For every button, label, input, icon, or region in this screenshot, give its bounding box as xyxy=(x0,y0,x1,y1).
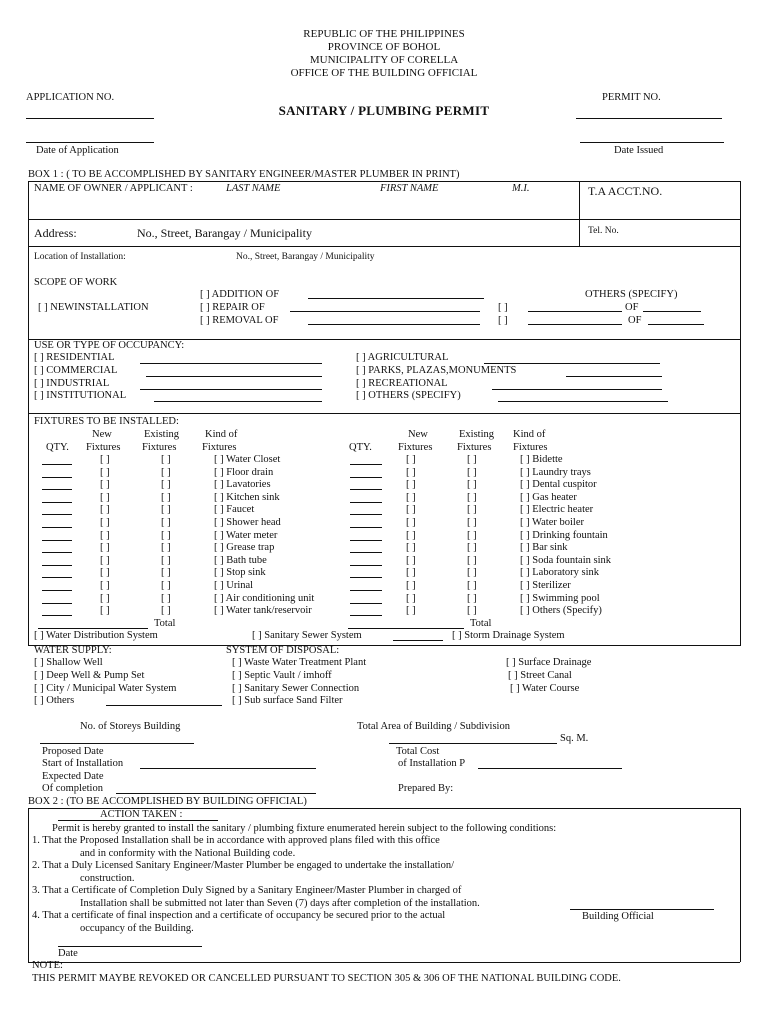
building-official-label: Building Official xyxy=(582,911,654,922)
fixture-qty-right[interactable] xyxy=(350,577,382,578)
fixture-qty-left[interactable] xyxy=(42,502,72,503)
recreational-field[interactable] xyxy=(492,389,662,390)
fixtures-col-fixtures-kind-left: Fixtures xyxy=(202,442,237,453)
sqm-label: Sq. M. xyxy=(560,733,589,744)
addition-field[interactable] xyxy=(308,298,484,299)
fixtures-col-fixtures-kind-right: Fixtures xyxy=(513,442,548,453)
fixtures-col-qty-right: QTY. xyxy=(349,442,372,453)
occupancy-industrial[interactable]: [ ] INDUSTRIAL xyxy=(34,378,110,389)
fixtures-col-fixtures-existing-left: Fixtures xyxy=(142,442,177,453)
fixture-qty-left[interactable] xyxy=(42,477,72,478)
fixture-kind-left[interactable]: [ ] Water meter xyxy=(214,530,278,541)
first-name-label: FIRST NAME xyxy=(380,183,439,194)
fixtures-col-existing-left: Existing xyxy=(144,429,180,440)
fixture-existing-left[interactable]: [ ] xyxy=(161,567,171,578)
institutional-field[interactable] xyxy=(154,401,322,402)
fixture-existing-right[interactable]: [ ] xyxy=(467,580,477,591)
fixture-qty-left[interactable] xyxy=(42,527,72,528)
fixtures-col-new-left: New xyxy=(92,429,112,440)
storeys-field[interactable] xyxy=(40,743,194,744)
disposal-treatment-plant[interactable]: [ ] Waste Water Treatment Plant xyxy=(232,657,367,668)
disposal-water-course[interactable]: [ ] Water Course xyxy=(510,683,580,694)
fixture-new-right[interactable]: [ ] xyxy=(406,555,416,566)
location-label: Location of Installation: xyxy=(34,252,126,262)
parks-field[interactable] xyxy=(566,376,662,377)
location-hint: No., Street, Barangay / Municipality xyxy=(236,252,375,262)
fixture-new-left[interactable]: [ ] xyxy=(100,567,110,578)
fixture-existing-right[interactable]: [ ] xyxy=(467,479,477,490)
fixture-qty-right[interactable] xyxy=(350,615,382,616)
fixtures-col-qty-left: QTY. xyxy=(46,442,69,453)
fixture-qty-right[interactable] xyxy=(350,502,382,503)
fixtures-col-fixtures-new-left: Fixtures xyxy=(86,442,121,453)
fixture-existing-right[interactable]: [ ] xyxy=(467,504,477,515)
fixtures-col-fixtures-existing-right: Fixtures xyxy=(457,442,492,453)
total-cost-label: Total Cost xyxy=(396,746,440,757)
fixture-kind-right[interactable]: [ ] Gas heater xyxy=(520,492,577,503)
sanitary-sewer-checkbox[interactable]: [ ] Sanitary Sewer System xyxy=(252,630,362,641)
fixture-new-left[interactable]: [ ] xyxy=(100,467,110,478)
application-no-field[interactable] xyxy=(26,118,154,119)
fixture-kind-left[interactable]: [ ] Shower head xyxy=(214,517,281,528)
addition-checkbox[interactable]: [ ] ADDITION OF xyxy=(200,289,280,300)
water-supply-others-field[interactable] xyxy=(106,705,222,706)
fixture-qty-right[interactable] xyxy=(350,590,382,591)
fixture-qty-left[interactable] xyxy=(42,590,72,591)
disposal-label: SYSTEM OF DISPOSAL: xyxy=(226,645,340,656)
removal-field[interactable] xyxy=(308,324,480,325)
fixture-new-right[interactable]: [ ] xyxy=(406,504,416,515)
application-no-label: APPLICATION NO. xyxy=(26,92,115,103)
date-of-application-label: Date of Application xyxy=(36,145,119,156)
fixture-kind-right[interactable]: [ ] Drinking fountain xyxy=(520,530,608,541)
fixture-existing-left[interactable]: [ ] xyxy=(161,530,171,541)
fixtures-label: FIXTURES TO BE INSTALLED: xyxy=(34,416,179,427)
fixture-kind-left[interactable]: [ ] Lavatories xyxy=(214,479,271,490)
header-province: PROVINCE OF BOHOL xyxy=(327,41,441,53)
fixture-new-left[interactable]: [ ] xyxy=(100,517,110,528)
others-checkbox-1[interactable]: [ ] xyxy=(498,302,508,313)
fixture-existing-left[interactable]: [ ] xyxy=(161,504,171,515)
proposed-date-label: Proposed Date xyxy=(42,746,104,757)
others-of-1: OF xyxy=(625,302,639,313)
fixture-kind-right[interactable]: [ ] Sterilizer xyxy=(520,580,571,591)
condition-3a: 3. That a Certificate of Completion Duly Signed by a Sanitary Engineer/Master Plumber in charged of xyxy=(32,885,462,896)
condition-1a: 1. That the Proposed Installation shall be in accordance with approved plans filed with this office xyxy=(32,835,440,846)
fixture-kind-right[interactable]: [ ] Bidette xyxy=(520,454,563,465)
fixture-qty-left[interactable] xyxy=(42,489,72,490)
fixture-qty-right[interactable] xyxy=(350,489,382,490)
fixture-existing-right[interactable]: [ ] xyxy=(467,517,477,528)
box2-title: BOX 2 : (TO BE ACCOMPLISHED BY BUILDING OFFICIAL) xyxy=(28,796,307,807)
start-installation-field[interactable] xyxy=(140,768,316,769)
others-of-field-1[interactable] xyxy=(643,311,701,312)
fixture-kind-left[interactable]: [ ] Kitchen sink xyxy=(214,492,280,503)
fixture-new-right[interactable]: [ ] xyxy=(406,467,416,478)
fixture-kind-right[interactable]: [ ] Dental cuspitor xyxy=(520,479,597,490)
others-field-2[interactable] xyxy=(528,324,622,325)
fixture-kind-left[interactable]: [ ] Floor drain xyxy=(214,467,274,478)
fixtures-col-existing-right: Existing xyxy=(459,429,495,440)
water-supply-deep[interactable]: [ ] Deep Well & Pump Set xyxy=(34,670,145,681)
fixture-new-right[interactable]: [ ] xyxy=(406,605,416,616)
fixtures-col-kind-right: Kind of xyxy=(513,429,546,440)
storm-drainage-checkbox[interactable]: [ ] Storm Drainage System xyxy=(452,630,565,641)
repair-checkbox[interactable]: [ ] REPAIR OF xyxy=(200,302,265,313)
fixture-kind-right[interactable]: [ ] Bar sink xyxy=(520,542,568,553)
occupancy-commercial[interactable]: [ ] COMMERCIAL xyxy=(34,365,118,376)
fixture-new-left[interactable]: [ ] xyxy=(100,530,110,541)
fixture-existing-right[interactable]: [ ] xyxy=(467,605,477,616)
fixture-new-right[interactable]: [ ] xyxy=(406,567,416,578)
occupancy-parks[interactable]: [ ] PARKS, PLAZAS,MONUMENTS xyxy=(356,365,517,376)
fixture-qty-right[interactable] xyxy=(350,552,382,553)
condition-2a: 2. That a Duly Licensed Sanitary Engineer/Master Plumber be engaged to undertake the installation/ xyxy=(32,860,455,871)
storeys-label: No. of Storeys Building xyxy=(80,721,181,732)
fixture-new-right[interactable]: [ ] xyxy=(406,492,416,503)
fixture-kind-left[interactable]: [ ] Water tank/reservoir xyxy=(214,605,312,616)
fixture-existing-right[interactable]: [ ] xyxy=(467,567,477,578)
others-field-1[interactable] xyxy=(528,311,622,312)
total-field-right[interactable] xyxy=(348,628,464,629)
date-issued-label: Date Issued xyxy=(614,145,664,156)
fixture-new-left[interactable]: [ ] xyxy=(100,492,110,503)
date-signed-field[interactable] xyxy=(58,946,202,947)
conditions-intro: Permit is hereby granted to install the sanitary / plumbing fixture enumerated herein subject to the following conditions: xyxy=(52,823,557,834)
header-office: OFFICE OF THE BUILDING OFFICIAL xyxy=(290,67,478,79)
fixture-existing-left[interactable]: [ ] xyxy=(161,593,171,604)
fixtures-row-border xyxy=(28,645,740,646)
action-taken-label: ACTION TAKEN : xyxy=(100,809,183,820)
fixture-existing-left[interactable]: [ ] xyxy=(161,467,171,478)
fixture-qty-right[interactable] xyxy=(350,603,382,604)
fixture-qty-left[interactable] xyxy=(42,464,72,465)
industrial-field[interactable] xyxy=(140,389,322,390)
box1-title: BOX 1 : ( TO BE ACCOMPLISHED BY SANITARY ENGINEER/MASTER PLUMBER IN PRINT) xyxy=(28,169,460,180)
fixture-new-right[interactable]: [ ] xyxy=(406,542,416,553)
water-supply-shallow[interactable]: [ ] Shallow Well xyxy=(34,657,103,668)
fixture-qty-left[interactable] xyxy=(42,552,72,553)
scope-label: SCOPE OF WORK xyxy=(34,277,118,288)
date-issued-field[interactable] xyxy=(580,142,724,143)
fixture-kind-left[interactable]: [ ] Stop sink xyxy=(214,567,266,578)
others-checkbox-2[interactable]: [ ] xyxy=(498,315,508,326)
disposal-sewer-connection[interactable]: [ ] Sanitary Sewer Connection xyxy=(232,683,360,694)
total-label-left: Total xyxy=(154,618,176,629)
fixture-qty-left[interactable] xyxy=(42,514,72,515)
fixture-existing-right[interactable]: [ ] xyxy=(467,542,477,553)
others-specify-label: OTHERS (SPECIFY) xyxy=(585,289,678,300)
address-hint: No., Street, Barangay / Municipality xyxy=(137,226,312,240)
header-republic: REPUBLIC OF THE PHILIPPINES xyxy=(303,28,465,40)
fixture-new-right[interactable]: [ ] xyxy=(406,530,416,541)
fixtures-col-new-right: New xyxy=(408,429,428,440)
fixture-qty-left[interactable] xyxy=(42,615,72,616)
occupancy-agricultural[interactable]: [ ] AGRICULTURAL xyxy=(356,352,449,363)
of-completion-label: Of completion xyxy=(42,783,103,794)
disposal-septic[interactable]: [ ] Septic Vault / imhoff xyxy=(232,670,332,681)
owner-divider xyxy=(579,181,580,246)
mi-label: M.I. xyxy=(512,183,530,194)
permit-no-label: PERMIT NO. xyxy=(602,92,661,103)
fixture-kind-right[interactable]: [ ] Soda fountain sink xyxy=(520,555,611,566)
fixture-kind-left[interactable]: [ ] Water Closet xyxy=(214,454,281,465)
fixture-qty-right[interactable] xyxy=(350,540,382,541)
fixture-qty-left[interactable] xyxy=(42,565,72,566)
fixture-qty-right[interactable] xyxy=(350,464,382,465)
fixture-kind-right[interactable]: [ ] Electric heater xyxy=(520,504,594,515)
water-distribution-checkbox[interactable]: [ ] Water Distribution System xyxy=(34,630,158,641)
condition-4b: occupancy of the Building. xyxy=(80,923,194,934)
sanitary-sewer-field[interactable] xyxy=(393,640,443,641)
fixture-kind-left[interactable]: [ ] Grease trap xyxy=(214,542,275,553)
fixture-existing-right[interactable]: [ ] xyxy=(467,454,477,465)
fixture-kind-left[interactable]: [ ] Bath tube xyxy=(214,555,267,566)
fixture-qty-right[interactable] xyxy=(350,514,382,515)
fixture-kind-left[interactable]: [ ] Faucet xyxy=(214,504,255,515)
fixture-qty-left[interactable] xyxy=(42,577,72,578)
fixtures-col-fixtures-new-right: Fixtures xyxy=(398,442,433,453)
fixture-new-right[interactable]: [ ] xyxy=(406,517,416,528)
total-area-label: Total Area of Building / Subdivision xyxy=(357,721,510,732)
others-of-field-2[interactable] xyxy=(648,324,704,325)
owner-label: NAME OF OWNER / APPLICANT : xyxy=(34,183,193,194)
fixture-qty-right[interactable] xyxy=(350,477,382,478)
fixture-kind-right[interactable]: [ ] Laboratory sink xyxy=(520,567,600,578)
others-of-2: OF xyxy=(628,315,642,326)
fixture-existing-left[interactable]: [ ] xyxy=(161,580,171,591)
fixture-new-left[interactable]: [ ] xyxy=(100,593,110,604)
fixture-existing-left[interactable]: [ ] xyxy=(161,479,171,490)
fixture-qty-left[interactable] xyxy=(42,540,72,541)
occupancy-recreational[interactable]: [ ] RECREATIONAL xyxy=(356,378,448,389)
fixture-kind-left[interactable]: [ ] Air conditioning unit xyxy=(214,593,315,604)
total-cost-field[interactable] xyxy=(478,768,622,769)
total-field-left[interactable] xyxy=(38,628,148,629)
ta-acct-label: T.A ACCT.NO. xyxy=(588,184,663,198)
fixture-existing-left[interactable]: [ ] xyxy=(161,517,171,528)
fixture-existing-left[interactable]: [ ] xyxy=(161,542,171,553)
date-of-application-field[interactable] xyxy=(26,142,154,143)
disposal-surface-drainage[interactable]: [ ] Surface Drainage xyxy=(506,657,592,668)
occupancy-others[interactable]: [ ] OTHERS (SPECIFY) xyxy=(356,390,461,401)
condition-4a: 4. That a certificate of final inspection and a certificate of occupancy be secured prior to the actual xyxy=(32,910,446,921)
fixture-new-left[interactable]: [ ] xyxy=(100,555,110,566)
fixture-new-left[interactable]: [ ] xyxy=(100,504,110,515)
box2-left-border xyxy=(28,808,29,962)
header-municipality: MUNICIPALITY OF CORELLA xyxy=(309,54,459,66)
condition-2b: construction. xyxy=(80,873,135,884)
water-supply-others[interactable]: [ ] Others xyxy=(34,695,75,706)
condition-1b: and in conformity with the National Building code. xyxy=(80,848,296,859)
fixture-qty-right[interactable] xyxy=(350,565,382,566)
fixture-new-right[interactable]: [ ] xyxy=(406,479,416,490)
residential-field[interactable] xyxy=(140,363,322,364)
fixtures-col-kind-left: Kind of xyxy=(205,429,238,440)
date-label: Date xyxy=(58,948,78,959)
repair-field[interactable] xyxy=(290,311,480,312)
fixture-existing-right[interactable]: [ ] xyxy=(467,555,477,566)
prepared-by-label: Prepared By: xyxy=(398,783,454,794)
start-installation-label: Start of Installation xyxy=(42,758,124,769)
water-supply-city[interactable]: [ ] City / Municipal Water System xyxy=(34,683,177,694)
occupancy-label: USE OR TYPE OF OCCUPANCY: xyxy=(34,340,185,351)
fixture-new-left[interactable]: [ ] xyxy=(100,479,110,490)
fixture-kind-right[interactable]: [ ] Others (Specify) xyxy=(520,605,602,616)
fixture-existing-right[interactable]: [ ] xyxy=(467,530,477,541)
total-label-right: Total xyxy=(470,618,492,629)
removal-checkbox[interactable]: [ ] REMOVAL OF xyxy=(200,315,279,326)
fixture-new-left[interactable]: [ ] xyxy=(100,454,110,465)
fixture-existing-right[interactable]: [ ] xyxy=(467,593,477,604)
water-supply-label: WATER SUPPLY: xyxy=(34,645,112,656)
box2-right-border xyxy=(740,808,741,962)
fixture-new-right[interactable]: [ ] xyxy=(406,454,416,465)
owner-row-border xyxy=(28,219,740,220)
new-installation-checkbox[interactable]: [ ] NEWINSTALLATION xyxy=(38,302,149,313)
disposal-sand-filter[interactable]: [ ] Sub surface Sand Filter xyxy=(232,695,343,706)
note-text: THIS PERMIT MAYBE REVOKED OR CANCELLED PURSUANT TO SECTION 305 & 306 OF THE NATIONAL BUILDING CODE. xyxy=(32,973,621,984)
building-official-signature-field[interactable] xyxy=(570,909,714,910)
fixture-existing-right[interactable]: [ ] xyxy=(467,492,477,503)
address-label: Address: xyxy=(34,226,77,240)
box1-top-border xyxy=(28,181,740,182)
occupancy-institutional[interactable]: [ ] INSTITUTIONAL xyxy=(34,390,127,401)
fixture-new-left[interactable]: [ ] xyxy=(100,542,110,553)
total-area-field[interactable] xyxy=(389,743,557,744)
fixture-kind-right[interactable]: [ ] Laundry trays xyxy=(520,467,591,478)
action-taken-field[interactable] xyxy=(58,820,218,821)
expected-date-label: Expected Date xyxy=(42,771,104,782)
permit-no-field[interactable] xyxy=(576,118,722,119)
fixture-new-left[interactable]: [ ] xyxy=(100,580,110,591)
occupancy-residential[interactable]: [ ] RESIDENTIAL xyxy=(34,352,115,363)
condition-3b: Installation shall be submitted not later than Seven (7) days after completion of the installation. xyxy=(80,898,480,909)
fixture-existing-left[interactable]: [ ] xyxy=(161,555,171,566)
fixture-existing-left[interactable]: [ ] xyxy=(161,454,171,465)
box1-right-border xyxy=(740,181,741,646)
occupancy-row-border xyxy=(28,413,740,414)
fixture-existing-left[interactable]: [ ] xyxy=(161,605,171,616)
of-completion-field[interactable] xyxy=(116,793,316,794)
fixture-new-right[interactable]: [ ] xyxy=(406,580,416,591)
box2-bottom-border xyxy=(28,962,740,963)
fixture-new-left[interactable]: [ ] xyxy=(100,605,110,616)
fixture-existing-right[interactable]: [ ] xyxy=(467,467,477,478)
fixture-qty-right[interactable] xyxy=(350,527,382,528)
fixture-qty-left[interactable] xyxy=(42,603,72,604)
fixture-new-right[interactable]: [ ] xyxy=(406,593,416,604)
agricultural-field[interactable] xyxy=(484,363,660,364)
last-name-label: LAST NAME xyxy=(226,183,281,194)
of-installation-label: of Installation P xyxy=(398,758,466,769)
fixture-kind-right[interactable]: [ ] Swimming pool xyxy=(520,593,600,604)
occupancy-others-field[interactable] xyxy=(498,401,668,402)
fixture-kind-right[interactable]: [ ] Water boiler xyxy=(520,517,584,528)
disposal-street-canal[interactable]: [ ] Street Canal xyxy=(508,670,572,681)
tel-label: Tel. No. xyxy=(588,226,619,236)
address-row-border xyxy=(28,246,740,247)
fixture-existing-left[interactable]: [ ] xyxy=(161,492,171,503)
commercial-field[interactable] xyxy=(146,376,322,377)
fixture-kind-left[interactable]: [ ] Urinal xyxy=(214,580,254,591)
note-label: NOTE: xyxy=(32,960,63,971)
page-title: SANITARY / PLUMBING PERMIT xyxy=(278,103,490,118)
